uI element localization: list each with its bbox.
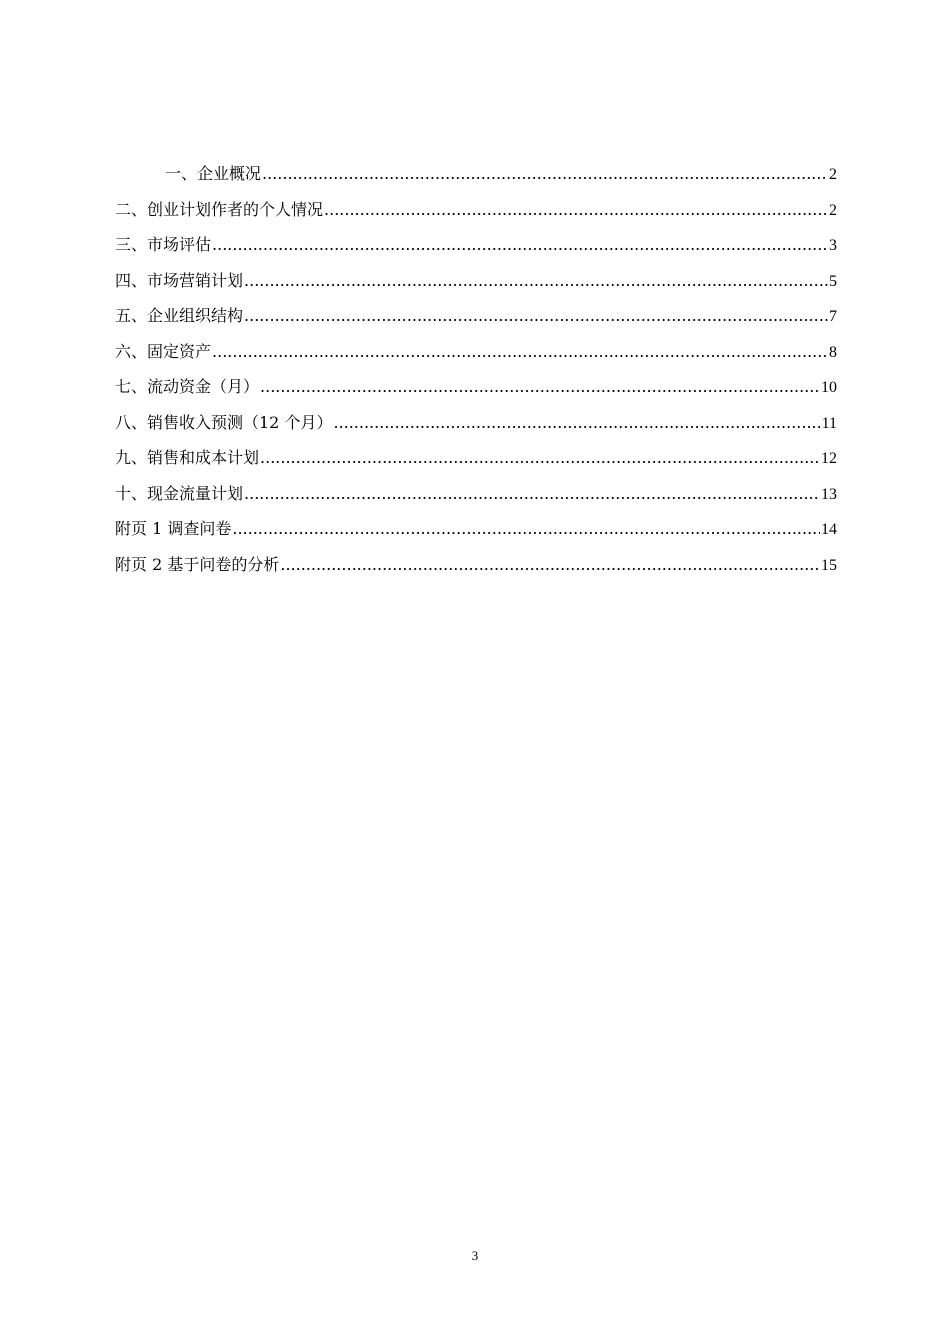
toc-entry-fixed-assets[interactable] (115, 338, 837, 374)
page-number: 3 (471, 1248, 479, 1263)
toc-entry-title: 三、市场评估 (115, 235, 212, 254)
toc-entry-title: 八、销售收入预测（12 个月） (115, 412, 333, 432)
toc-entry-page: 2 (829, 201, 837, 219)
toc-entry-enterprise-overview[interactable] (115, 160, 837, 196)
toc-entry-page: 5 (829, 272, 837, 290)
toc-entry-author-profile[interactable] (115, 196, 837, 232)
toc-entry-title: 二、创业计划作者的个人情况 (115, 199, 324, 219)
toc-entry-page: 15 (821, 556, 837, 574)
toc-entry-title: 附页 1 调查问卷 (115, 519, 232, 538)
toc-entry-page: 7 (829, 308, 837, 325)
toc-dot-leader (262, 160, 828, 188)
toc-entry-appendix-analysis[interactable] (115, 551, 837, 587)
toc-dot-leader (232, 515, 820, 543)
toc-entry-page: 8 (829, 343, 837, 361)
toc-dot-leader (212, 231, 828, 259)
toc-entry-appendix-questionnaire[interactable] (115, 515, 837, 551)
toc-entry-page: 2 (829, 166, 837, 183)
toc-entry-title: 六、固定资产 (115, 341, 212, 361)
toc-dot-leader (280, 551, 820, 579)
toc-entry-page: 14 (821, 521, 837, 538)
table-of-contents (115, 160, 837, 586)
toc-entry-organization-structure[interactable] (115, 302, 837, 338)
toc-dot-leader (244, 480, 820, 508)
toc-entry-title: 九、销售和成本计划 (115, 448, 260, 467)
toc-entry-page: 13 (821, 485, 837, 503)
toc-entry-cash-flow-plan[interactable] (115, 480, 837, 516)
toc-entry-title: 七、流动资金（月） (115, 377, 260, 396)
toc-entry-title: 十、现金流量计划 (115, 483, 244, 503)
toc-entry-page: 12 (821, 450, 837, 467)
toc-entry-title: 五、企业组织结构 (115, 306, 244, 325)
toc-entry-title: 一、企业概况 (165, 164, 262, 183)
toc-dot-leader (212, 338, 828, 366)
toc-entry-title: 四、市场营销计划 (115, 270, 244, 290)
toc-dot-leader (260, 444, 820, 472)
toc-entry-page: 3 (829, 237, 837, 254)
toc-entry-page: 10 (821, 379, 837, 396)
toc-dot-leader (260, 373, 820, 401)
toc-dot-leader (333, 409, 820, 437)
toc-entry-marketing-plan[interactable] (115, 267, 837, 303)
toc-entry-page: 11 (821, 414, 837, 432)
toc-entry-market-assessment[interactable] (115, 231, 837, 267)
toc-entry-title: 附页 2 基于问卷的分析 (115, 554, 280, 574)
toc-entry-working-capital[interactable] (115, 373, 837, 409)
toc-dot-leader (324, 196, 828, 224)
toc-dot-leader (244, 267, 828, 295)
toc-entry-sales-forecast[interactable] (115, 409, 837, 445)
toc-dot-leader (244, 302, 828, 330)
toc-entry-sales-cost-plan[interactable] (115, 444, 837, 480)
